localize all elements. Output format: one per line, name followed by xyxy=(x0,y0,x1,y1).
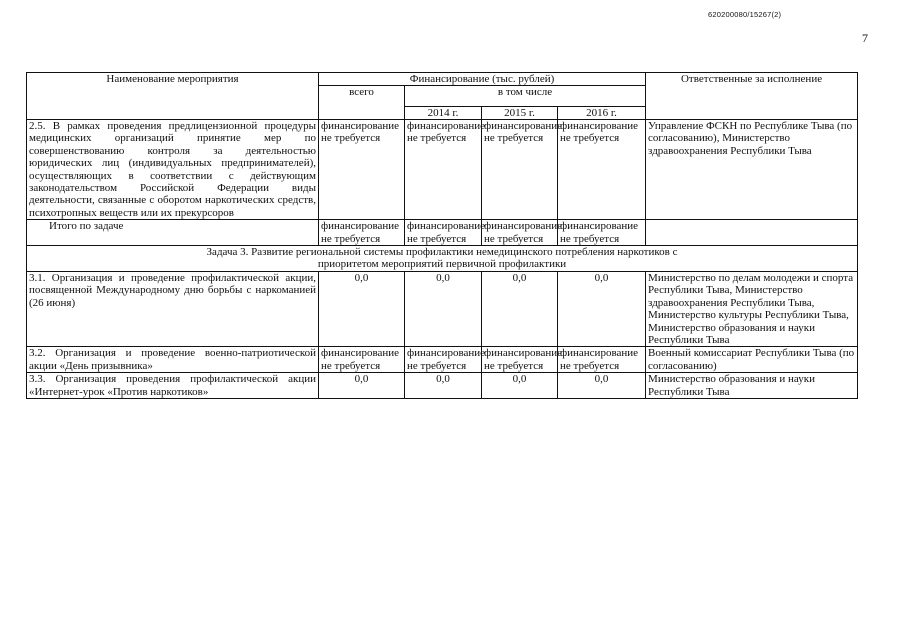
col-header-total: всего xyxy=(319,86,405,120)
row-3-2-2015: финансирование не требуется xyxy=(482,347,558,373)
row-3-1-responsible: Министерство по делам молодежи и спорта Республики Тыва, Министерство здравоохранения Республики Тыва, Министерство культуры Республики Тыва, Министерство образования и науки Республики Тыва xyxy=(646,271,858,346)
table-row xyxy=(27,120,858,220)
col-header-2016: 2016 г. xyxy=(558,106,646,119)
row-3-3-total: 0,0 xyxy=(319,373,405,399)
task-heading-row xyxy=(27,246,858,272)
task-total-2015: финансирование не требуется xyxy=(482,220,558,246)
row-3-1-2016: 0,0 xyxy=(558,271,646,346)
row-3-2-responsible: Военный комиссариат Республики Тыва (по согласованию) xyxy=(646,347,858,373)
col-header-name: Наименование мероприятия xyxy=(27,73,319,120)
row-3-2-2016: финансирование не требуется xyxy=(558,347,646,373)
page-number: 7 xyxy=(862,31,868,45)
row-3-1-2015: 0,0 xyxy=(482,271,558,346)
row-2-5-name: 2.5. В рамках проведения предлицензионной процедуры медицинских организаций принятие мер по совершенствованию контроля за деятельностью юридических лиц (индивидуальных предпринимателей), осуществляющих в соответствии с действующим законодательством Российской Федерации виды деятельности, связанные с оборотом наркотических средств, психотропных веществ или их прекурсоров xyxy=(27,120,319,220)
row-3-3-2016: 0,0 xyxy=(558,373,646,399)
task-total-responsible xyxy=(646,220,858,246)
row-2-5-2015: финансирование не требуется xyxy=(482,120,558,220)
col-header-2015: 2015 г. xyxy=(482,106,558,119)
task-total-2014: финансирование не требуется xyxy=(405,220,482,246)
col-header-including: в том числе xyxy=(405,86,646,106)
row-2-5-responsible: Управление ФСКН по Республике Тыва (по согласованию), Министерство здравоохранения Республики Тыва xyxy=(646,120,858,220)
table-row xyxy=(27,220,858,246)
row-2-5-2016: финансирование не требуется xyxy=(558,120,646,220)
table-row xyxy=(27,347,858,373)
col-header-financing: Финансирование (тыс. рублей) xyxy=(319,73,646,86)
document-id: 620200080/15267(2) xyxy=(708,10,782,19)
row-3-1-2014: 0,0 xyxy=(405,271,482,346)
task-total-2016: финансирование не требуется xyxy=(558,220,646,246)
row-3-2-name: 3.2. Организация и проведение военно-патриотической акции «День призывника» xyxy=(27,347,319,373)
row-3-2-total: финансирование не требуется xyxy=(319,347,405,373)
table-row xyxy=(27,373,858,399)
col-header-responsible: Ответственные за исполнение xyxy=(646,73,858,120)
row-3-1-total: 0,0 xyxy=(319,271,405,346)
task-total-label: Итого по задаче xyxy=(27,220,319,246)
task-3-heading: Задача 3. Развитие региональной системы профилактики немедицинского потребления наркотиков с приоритетом мероприятий первичной профилактики xyxy=(27,246,858,272)
row-3-1-name: 3.1. Организация и проведение профилактической акции, посвященной Международному дню борьбы с наркоманией (26 июня) xyxy=(27,271,319,346)
row-2-5-2014: финансирование не требуется xyxy=(405,120,482,220)
row-2-5-total: финансирование не требуется xyxy=(319,120,405,220)
row-3-3-2015: 0,0 xyxy=(482,373,558,399)
row-3-2-2014: финансирование не требуется xyxy=(405,347,482,373)
task-total-total: финансирование не требуется xyxy=(319,220,405,246)
row-3-3-name: 3.3. Организация проведения профилактической акции «Интернет-урок «Против наркотиков» xyxy=(27,373,319,399)
row-3-3-2014: 0,0 xyxy=(405,373,482,399)
table-row xyxy=(27,271,858,346)
header-row xyxy=(27,73,858,86)
program-table xyxy=(26,72,858,399)
row-3-3-responsible: Министерство образования и науки Республики Тыва xyxy=(646,373,858,399)
col-header-2014: 2014 г. xyxy=(405,106,482,119)
